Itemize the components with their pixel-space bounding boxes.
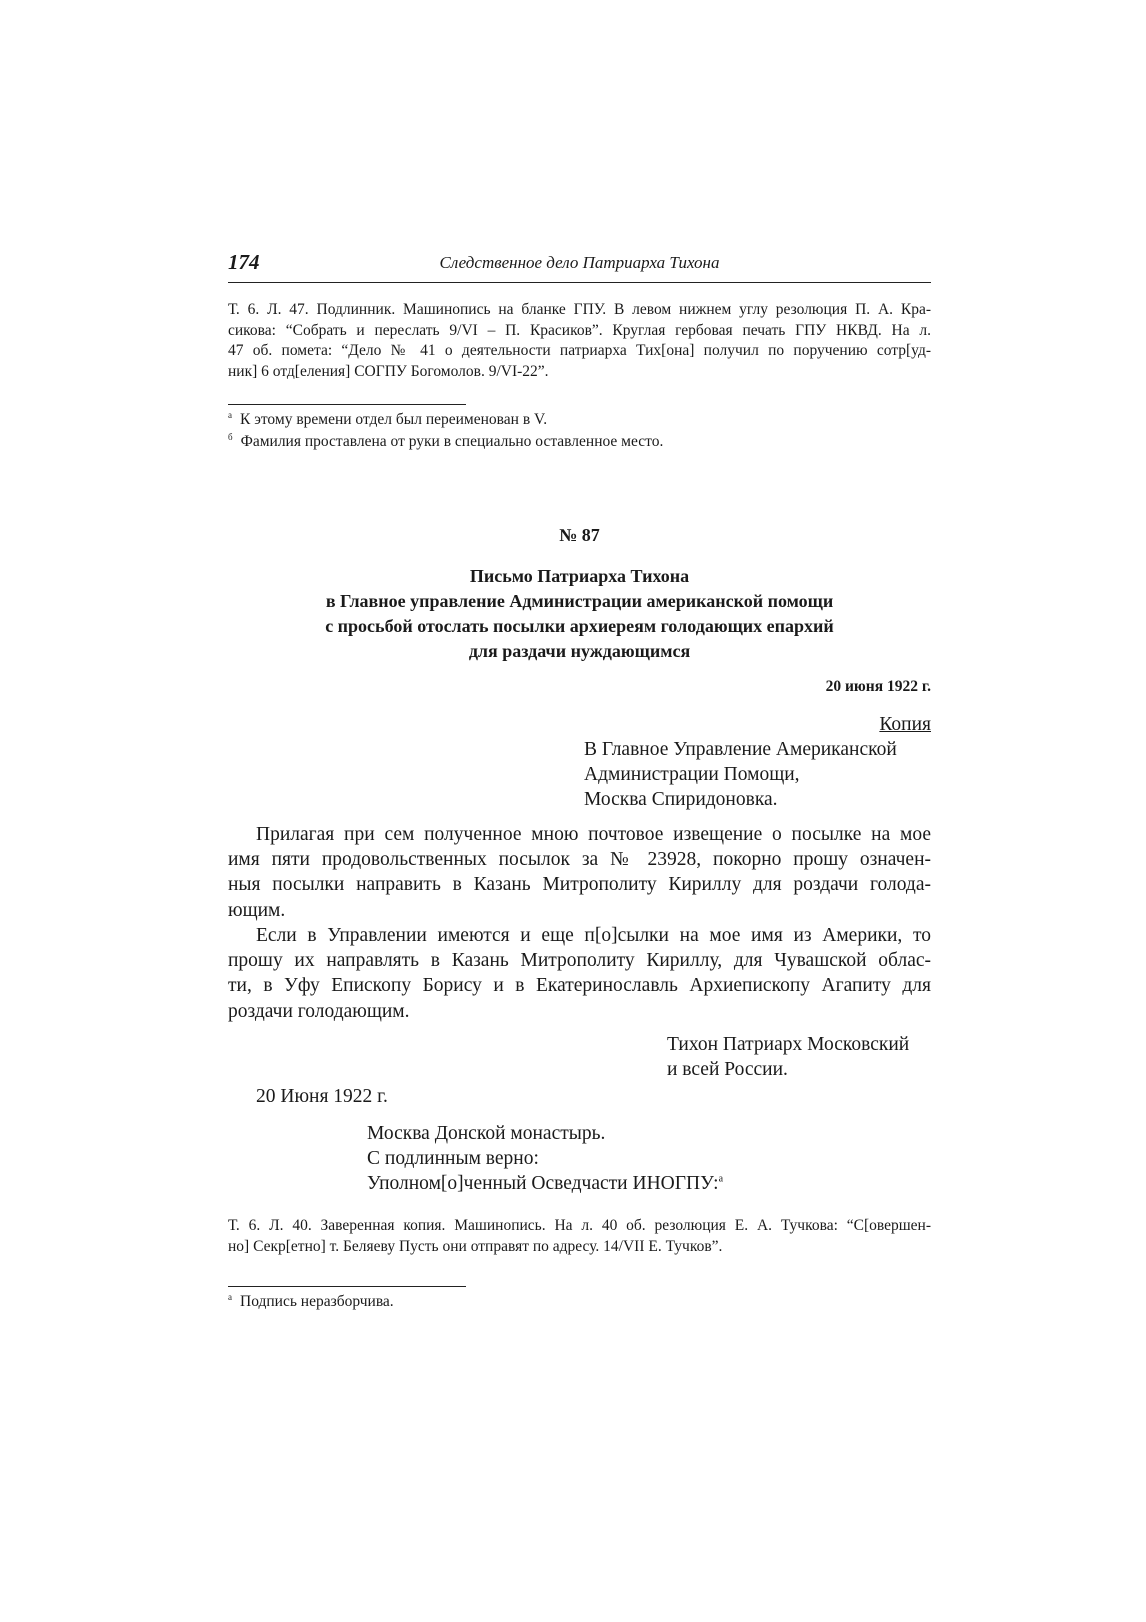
closing-line: Москва Донской монастырь. [367, 1123, 606, 1144]
title-line: Письмо Патриарха Тихона [469, 566, 690, 586]
footnote-text: Подпись неразборчива. [240, 1293, 394, 1310]
footnote-a [228, 410, 931, 431]
note-line: Т. 6. Л. 40. Заверенная копия. Машинопись. На л. 40 об. резолюция Е. А. Тучкова: “С[овершен- [228, 1217, 931, 1234]
document-title [228, 564, 931, 664]
previous-source-note [228, 300, 931, 382]
addressee-line: Администрации Помощи, [584, 764, 800, 785]
note-line: но] Секр[етно] т. Беляеву Пусть они отправят по адресу. 14/VII Е. Тучков”. [228, 1237, 723, 1255]
paragraph-line: прошу их направлять в Казань Митрополиту Кириллу, для Чувашской облас- [228, 950, 931, 972]
document-number: № 87 [559, 525, 600, 545]
footnote-mark: б [228, 431, 233, 442]
addressee-block [584, 737, 897, 812]
page-number: 174 [228, 250, 260, 274]
paragraph-line: ющим. [228, 899, 286, 921]
footnote-a [228, 1292, 931, 1313]
addressee-line: Москва Спиридоновка. [584, 789, 778, 810]
closing-line: С подлинным верно: [367, 1148, 539, 1169]
footnote-separator [228, 1286, 466, 1287]
signer-line: Тихон Патриарх Московский [667, 1034, 910, 1055]
closing-line-text: Уполном[о]ченный Осведчасти ИНОГПУ: [367, 1173, 719, 1194]
note-line: 47 об. помета: “Дело № 41 о деятельности патриарха Тих[она] получил по поручению сотр[уд- [228, 342, 931, 360]
title-line: для раздачи нуждающимся [468, 641, 691, 661]
paragraph-line: имя пяти продовольственных посылок за № 23928, покорно прошу означен- [228, 849, 931, 871]
letter-date: 20 Июня 1922 г. [256, 1086, 388, 1107]
paragraph-line: ныя посылки направить в Казань Митрополиту Кириллу для роздачи голода- [228, 874, 931, 896]
letter-paragraph-2 [228, 923, 931, 1024]
document-date: 20 июня 1922 г. [825, 678, 931, 695]
title-line: в Главное управление Администрации американской помощи [325, 591, 834, 611]
note-line: ник] 6 отд[еления] СОГПУ Богомолов. 9/VI-22”. [228, 362, 549, 380]
certification-block [367, 1121, 723, 1196]
footnote-separator [228, 404, 466, 405]
closing-line [367, 1171, 723, 1196]
paragraph-line: ти, в Уфу Епископу Борису и в Екатеринославль Архиепископу Агапиту для [228, 975, 931, 997]
footnote-text: К этому времени отдел был переименован в V. [240, 411, 548, 428]
signature-block [667, 1032, 909, 1082]
note-line: сикова: “Собрать и переслать 9/VI – П. Красиков”. Круглая гербовая печать ГПУ НКВД. На л. [228, 321, 931, 339]
paragraph-line: Прилагая при сем полученное мною почтовое извещение о посылке на мое [256, 824, 931, 845]
paragraph-line: роздачи голодающим. [228, 1000, 410, 1022]
footnote-mark: а [228, 409, 232, 420]
note-line: Т. 6. Л. 47. Подлинник. Машинопись на бланке ГПУ. В левом нижнем углу резолюция П. А. Кра- [228, 301, 931, 318]
addressee-line: В Главное Управление Американской [584, 739, 897, 760]
copy-label: Копия [879, 714, 931, 735]
title-line: с просьбой отослать посылки архиереям голодающих епархий [325, 616, 834, 636]
footnote-b [228, 432, 931, 453]
footnote-mark: а [228, 1291, 232, 1302]
paragraph-line: Если в Управлении имеются и еще п[о]сылки на мое имя из Америки, то [256, 925, 931, 946]
footnote-text: Фамилия проставлена от руки в специально оставленное место. [240, 433, 664, 450]
running-header [228, 250, 931, 283]
letter-paragraph-1 [228, 822, 931, 923]
footnote-reference: а [718, 1173, 724, 1185]
running-title: Следственное дело Патриарха Тихона [439, 253, 720, 272]
signer-line: и всей России. [667, 1059, 788, 1080]
source-note [228, 1216, 931, 1257]
